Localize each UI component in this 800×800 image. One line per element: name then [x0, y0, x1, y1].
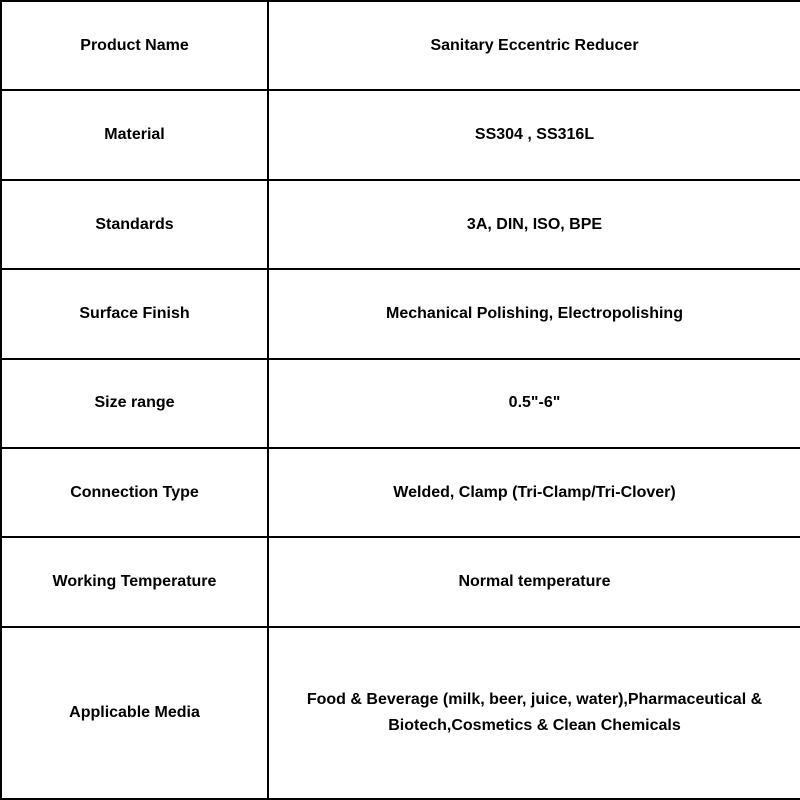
- spec-label: Material: [1, 90, 268, 179]
- spec-value: Mechanical Polishing, Electropolishing: [268, 269, 800, 358]
- spec-value: Food & Beverage (milk, beer, juice, water),Pharmaceutical & Biotech,Cosmetics & Clean Chemicals: [268, 627, 800, 799]
- spec-label: Surface Finish: [1, 269, 268, 358]
- spec-value: Sanitary Eccentric Reducer: [268, 1, 800, 90]
- spec-value: 3A, DIN, ISO, BPE: [268, 180, 800, 269]
- table-row-working-temperature: [1, 537, 800, 626]
- spec-value: Welded, Clamp (Tri-Clamp/Tri-Clover): [268, 448, 800, 537]
- spec-label: Size range: [1, 359, 268, 448]
- spec-label: Standards: [1, 180, 268, 269]
- table-row-material: [1, 90, 800, 179]
- table-row-standards: [1, 180, 800, 269]
- spec-label: Applicable Media: [1, 627, 268, 799]
- spec-label: Working Temperature: [1, 537, 268, 626]
- table-row-size-range: [1, 359, 800, 448]
- table-row-connection-type: [1, 448, 800, 537]
- spec-label: Product Name: [1, 1, 268, 90]
- spec-value: Normal temperature: [268, 537, 800, 626]
- table-row-applicable-media: [1, 627, 800, 799]
- spec-value: SS304 , SS316L: [268, 90, 800, 179]
- spec-table-body: [1, 1, 800, 799]
- table-row-product-name: [1, 1, 800, 90]
- table-row-surface-finish: [1, 269, 800, 358]
- spec-value: 0.5"-6": [268, 359, 800, 448]
- spec-label: Connection Type: [1, 448, 268, 537]
